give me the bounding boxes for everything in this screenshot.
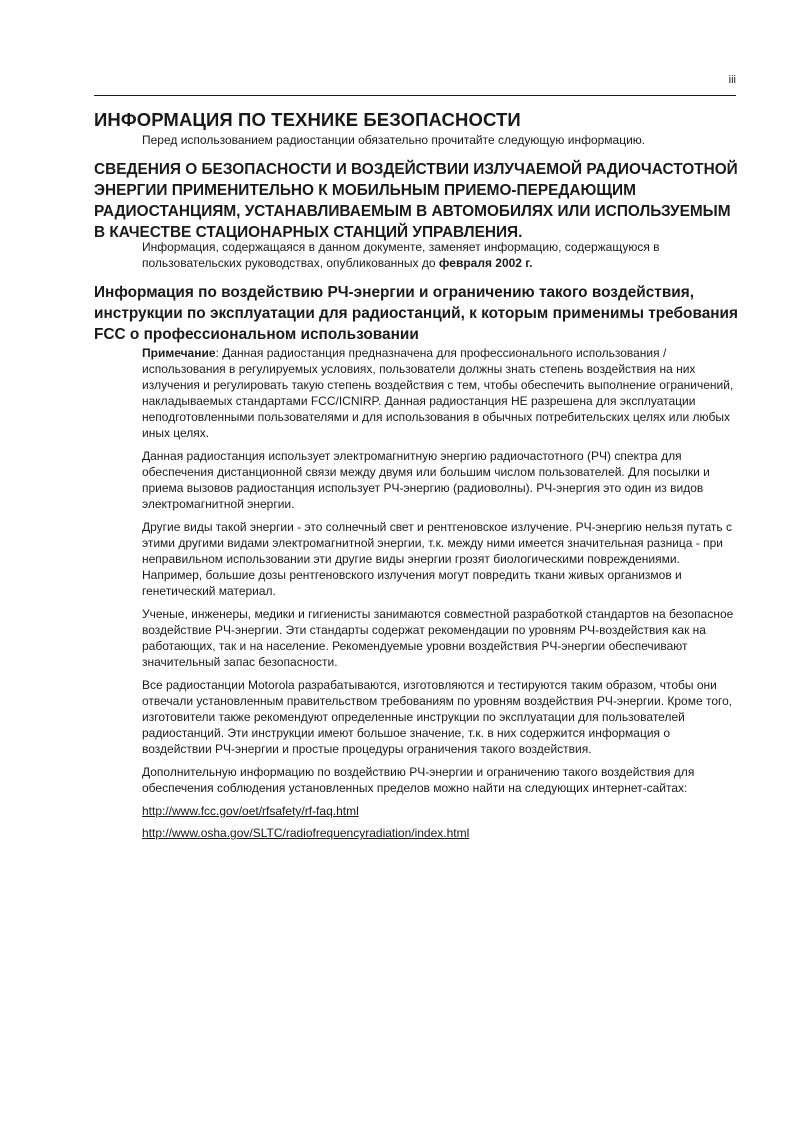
replaces-date: февраля 2002 г. (438, 256, 533, 270)
replaces-text: Информация, содержащаяся в данном документе, заменяет информацию, содержащуюся в пользовательских руководствах, опубликованных до (142, 240, 660, 270)
paragraph-more-info: Дополнительную информацию по воздействию РЧ-энергии и ограничению такого воздействия для обеспечения соблюдения установленных пределов можно найти на следующих интернет-сайтах: (142, 765, 695, 795)
intro-text: Перед использованием радиостанции обязательно прочитайте следующую информацию. (142, 133, 646, 147)
page-title: ИНФОРМАЦИЯ ПО ТЕХНИКЕ БЕЗОПАСНОСТИ (94, 109, 521, 130)
page-number: iii (728, 74, 736, 86)
paragraph-rf-energy: Данная радиостанция использует электромагнитную энергию радиочастотного (РЧ) спектра для обеспечения дистанционной связи между двумя или большим числом пользователей. Для посылки и приема вызовов радиостанция использует РЧ-энергию (радиоволны). РЧ-энергия это один из видов электромагнитной энергии. (142, 449, 710, 511)
note-label: Примечание (142, 346, 216, 360)
link-osha[interactable]: http://www.osha.gov/SLTC/radiofrequencyradiation/index.html (142, 826, 470, 840)
section2-heading: Информация по воздействию РЧ-энергии и ограничению такого воздействия, инструкции по эксплуатации для радиостанций, к которым применимы требования FCC о профессиональном использовании (94, 284, 738, 343)
paragraph-standards: Ученые, инженеры, медики и гигиенисты занимаются совместной разработкой стандартов на безопасное воздействие РЧ-энергии. Эти стандарты содержат рекомендации по уровням РЧ-воздействия как на работающих, так и на население. Рекомендуемые уровни воздействия РЧ-энергии обеспечивают значительный запас безопасности. (142, 607, 734, 669)
link-fcc[interactable]: http://www.fcc.gov/oet/rfsafety/rf-faq.html (142, 804, 359, 818)
note-text: : Данная радиостанция предназначена для профессионального использования / использования в регулируемых условиях, пользователи должны знать степень воздействия на них излучения и регулировать такую степень воздействия с тем, чтобы обеспечить выполнение ограничений, накладываемых стандартами FCC/ICNIRP. Данная радиостанция НЕ разрешена для эксплуатации неподготовленными пользователями и для использования в обычных потребительских целях или любых иных целях. (142, 346, 734, 440)
replaces-notice (142, 239, 742, 271)
note-paragraph (142, 345, 742, 441)
paragraph-motorola: Все радиостанции Motorola разрабатываются, изготовляются и тестируются таким образом, чтобы они отвечали установленным правительством требованиям по уровням воздействия РЧ-энергии. Кроме того, изготовители также рекомендуют определенные инструкции по эксплуатации для пользователей радиостанций. Эти инструкции имеют большое значение, т.к. в них содержится информация о воздействии РЧ-энергии и простые процедуры ограничения такого воздействия. (142, 678, 733, 756)
body-text (142, 345, 742, 847)
paragraph-other-energy: Другие виды такой энергии - это солнечный свет и рентгеновское излучение. РЧ-энергию нельзя путать с этими другими видами электромагнитной энергии, т.к. между ними имеется значительная разница - при неправильном использовании эти другие виды энергии грозят биологическими повреждениями. Например, большие дозы рентгеновского излучения могут повредить ткани живых организмов и генетический материал. (142, 520, 732, 598)
section1-heading: СВЕДЕНИЯ О БЕЗОПАСНОСТИ И ВОЗДЕЙСТВИИ ИЗЛУЧАЕМОЙ РАДИОЧАСТОТНОЙ ЭНЕРГИИ ПРИМЕНИТЕЛЬНО К МОБИЛЬНЫМ ПРИЕМО-ПЕРЕДАЮЩИМ РАДИОСТАНЦИЯМ, УСТАНАВЛИВАЕМЫМ В АВТОМОБИЛЯХ ИЛИ ИСПОЛЬЗУЕМЫМ В КАЧЕСТВЕ СТАЦИОНАРНЫХ СТАНЦИЙ УПРАВЛЕНИЯ. (94, 161, 738, 241)
header-rule (94, 95, 736, 96)
